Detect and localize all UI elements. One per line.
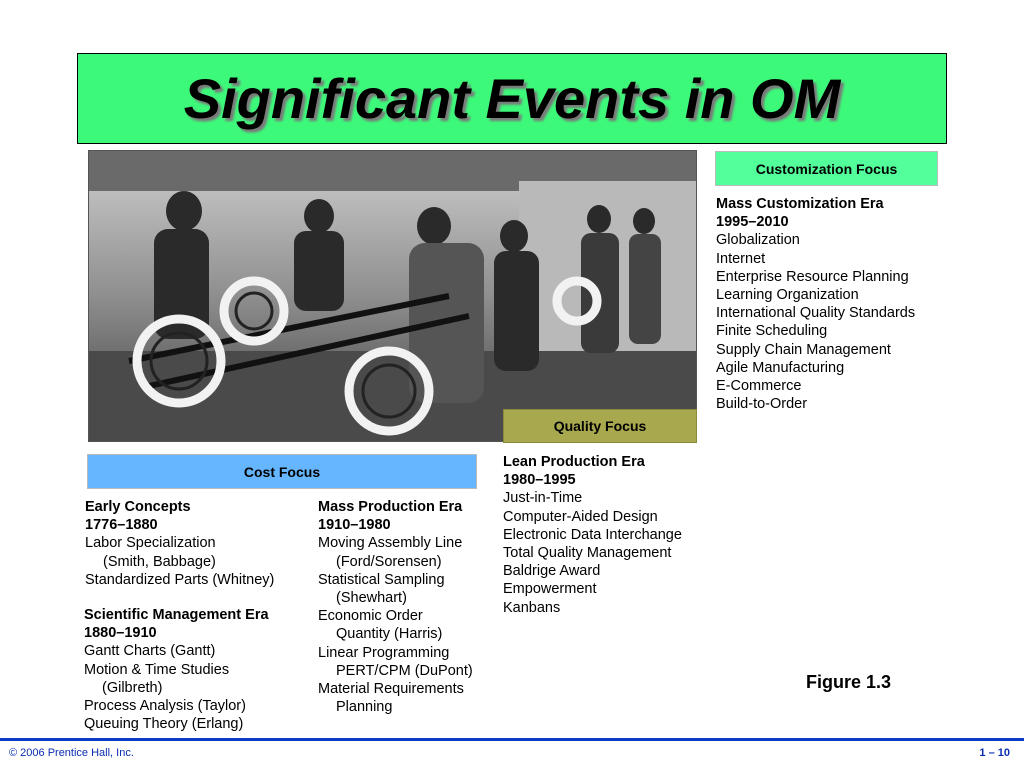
era-years: 1980–1995 [503,472,576,489]
era-item: Internet [716,250,766,267]
customization-focus-label [715,151,938,186]
era-name: Scientific Management Era [84,607,269,623]
lean-production-era [503,453,682,617]
era-item: E-Commerce [716,378,802,395]
era-years: 1995–2010 [716,214,789,231]
era-name: Lean Production Era [503,454,645,470]
era-item: Electronic Data Interchange [503,526,682,543]
era-item: Linear Programming [318,644,450,661]
era-item: Labor Specialization [85,535,216,552]
slide-title: Significant Events in OM [183,67,841,130]
era-item: Baldrige Award [503,563,601,580]
era-item: Build-to-Order [716,396,808,413]
era-name: Mass Production Era [318,499,463,515]
era-item: PERT/CPM (DuPont) [336,662,473,679]
era-item: Moving Assembly Line [318,535,463,552]
era-item: Supply Chain Management [716,341,891,358]
era-item: (Gilbreth) [102,679,163,696]
era-item: Kanbans [503,599,561,616]
mass-customization-era [716,195,915,413]
quality-focus-text: Quality Focus [553,418,647,434]
era-item: Finite Scheduling [716,323,828,340]
era-item: Gantt Charts (Gantt) [84,643,216,660]
era-item: Total Quality Management [503,545,672,562]
mass-production-era [318,498,473,716]
era-name: Mass Customization Era [716,196,884,212]
quality-focus-label [503,409,697,443]
era-item: Enterprise Resource Planning [716,268,909,285]
era-item: Quantity (Harris) [336,626,443,643]
era-item: Standardized Parts (Whitney) [85,571,275,588]
era-item: Learning Organization [716,287,859,304]
era-years: 1910–1980 [318,517,391,534]
cost-focus-label [87,454,477,489]
cost-focus-text: Cost Focus [243,463,321,480]
era-item: Material Requirements [318,681,464,698]
era-item: Computer-Aided Design [503,508,658,525]
era-item: Process Analysis (Taylor) [84,698,246,715]
scientific-management-era [84,606,269,733]
era-item: (Ford/Sorensen) [336,553,442,570]
era-item: Planning [336,699,393,716]
era-item: (Shewhart) [336,590,407,607]
era-item: Just-in-Time [503,490,583,507]
era-item: Economic Order [318,608,423,625]
assembly-line-photo [88,150,697,442]
era-item: Agile Manufacturing [716,359,845,376]
assembly-line-photo-illustration [89,151,697,442]
era-item: Queuing Theory (Erlang) [84,716,244,733]
era-item: (Smith, Babbage) [103,553,216,570]
era-item: Globalization [716,232,800,249]
era-item: International Quality Standards [716,305,916,322]
era-item: Motion & Time Studies [84,661,230,678]
footer-bar [0,738,1024,768]
title-banner [77,53,947,144]
era-years: 1880–1910 [84,625,157,642]
era-item: Statistical Sampling [318,571,445,588]
customization-focus-text: Customization Focus [755,160,898,177]
page-number: 1 – 10 [979,747,1010,759]
copyright-text: © 2006 Prentice Hall, Inc. [9,747,134,759]
era-item: Empowerment [503,581,597,598]
figure-label: Figure 1.3 [806,672,892,692]
early-concepts-era [85,498,274,589]
era-years: 1776–1880 [85,517,158,534]
era-name: Early Concepts [85,499,191,515]
